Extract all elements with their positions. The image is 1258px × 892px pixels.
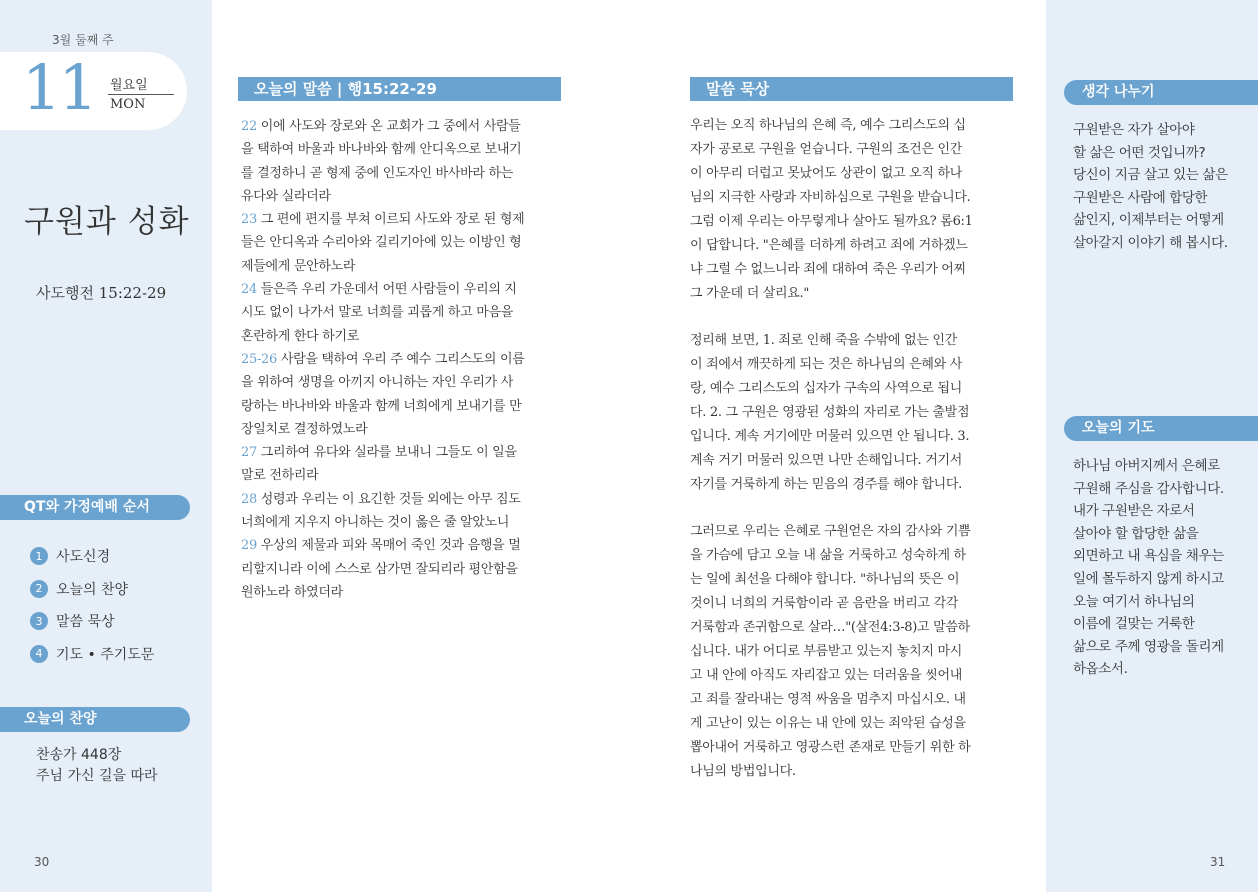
share-line: 구원받은 자가 살아야	[1073, 122, 1195, 138]
meditation-line: 우리는 오직 하나님의 은혜 즉, 예수 그리스도의 십	[690, 118, 966, 133]
verse-number: 28	[241, 491, 257, 507]
verse-text: 유다와 실라더라	[241, 188, 331, 204]
verse-text: 리할지니라 이에 스스로 삼가면 잘되리라 평안함을	[241, 561, 518, 577]
order-item-label: 사도신경	[56, 549, 111, 566]
prayer-line: 오늘 여기서 하나님의	[1073, 593, 1195, 610]
meditation-line: 님의 지극한 사랑과 자비하심으로 구원을 받습니다.	[690, 190, 971, 205]
meditation-line: 다. 2. 그 구원은 영광된 성화의 자리로 가는 출발점	[690, 405, 970, 420]
verse-number: 24	[241, 282, 257, 298]
meditation-line: 이 답합니다. "은혜를 더하게 하려고 죄에 거하겠느	[690, 238, 968, 253]
meditation-line: 그러므로 우리는 은혜로 구원얻은 자의 감사와 기쁨	[690, 524, 971, 539]
order-item	[30, 638, 154, 671]
meditation-line: 정리해 보면, 1. 죄로 인해 죽을 수밖에 없는 인간	[690, 333, 957, 348]
meditation-line: 그럼 이제 우리는 아무렇게나 살아도 될까요? 롬6:1	[690, 214, 973, 229]
meditation-line: 고 죄를 잘라내는 영적 싸움을 멈추지 마십시오. 내	[690, 692, 966, 707]
verse-text: 장일치로 결정하였노라	[241, 421, 368, 437]
prayer-line: 하나님 아버지께서 은혜로	[1073, 458, 1220, 474]
verse-text: 우상의 제물과 피와 목매어 죽인 것과 음행을 멀	[256, 538, 521, 554]
order-number-badge: 2	[30, 580, 48, 598]
verse-text: 들은즉 우리 가운데서 어떤 사람들이 우리의 지	[256, 282, 517, 298]
verse-line	[241, 278, 563, 301]
meditation-line: 입니다. 계속 거기에만 머물러 있으면 안 됩니다. 3.	[690, 429, 970, 444]
page-number-left: 30	[34, 855, 50, 869]
order-number-badge: 4	[30, 645, 48, 663]
verse-line	[241, 395, 563, 418]
verse-line	[241, 255, 563, 278]
verse-text: 그 편에 편지를 부쳐 이르되 사도와 장로 된 형제	[256, 212, 525, 228]
day-number: 11	[22, 51, 95, 124]
verse-line	[241, 581, 563, 604]
meditation-line: 자가 공로로 구원을 얻습니다. 구원의 조건은 인간	[690, 142, 962, 157]
verse-number: 23	[241, 212, 257, 228]
order-item-label: 말씀 묵상	[56, 614, 115, 631]
verse-line	[241, 138, 563, 161]
meditation-paragraph-3	[690, 520, 1016, 784]
verse-text: 사람을 택하여 우리 주 예수 그리스도의 이름	[276, 351, 525, 367]
prayer-header: 오늘의 기도	[1064, 416, 1258, 441]
meditation-line: 자기를 거룩하게 하는 믿음의 경주를 해야 합니다.	[690, 477, 962, 492]
verse-number: 22	[241, 119, 257, 134]
verse-text: 혼란하게 한다 하기로	[241, 328, 359, 344]
verse-number: 27	[241, 445, 257, 461]
meditation-line: 십니다. 내가 어디로 부름받고 있는지 놓치지 마시	[690, 644, 962, 659]
meditation-line: 냐 그럴 수 없느니라 죄에 대하여 죽은 우리가 어찌	[690, 262, 966, 277]
share-header: 생각 나누기	[1064, 80, 1258, 105]
order-item	[30, 573, 154, 606]
share-line: 살아갈지 이야기 해 봅시다.	[1073, 234, 1228, 251]
page-number-right: 31	[1210, 855, 1226, 869]
share-line: 할 삶은 어떤 것입니까?	[1073, 144, 1206, 161]
verse-text: 이에 사도와 장로와 온 교회가 그 중에서 사람들	[256, 119, 521, 134]
week-label: 3월 둘째 주	[52, 33, 114, 47]
verse-line	[241, 511, 563, 534]
order-item	[30, 540, 154, 573]
prayer-line: 삶으로 주께 영광을 돌리게	[1073, 638, 1224, 655]
verse-block	[241, 115, 563, 604]
meditation-paragraph-2	[690, 329, 1016, 497]
prayer-line: 살아야 할 합당한 삶을	[1073, 525, 1199, 542]
word-section-header: 오늘의 말씀 | 행15:22-29	[238, 77, 561, 101]
verse-line	[241, 488, 563, 511]
meditation-line: 랑, 예수 그리스도의 십자가 구속의 사역으로 됩니	[690, 381, 962, 396]
verse-line	[241, 534, 563, 557]
verse-text: 그리하여 유다와 실라를 보내니 그들도 이 일을	[256, 445, 517, 461]
order-list	[30, 540, 154, 670]
meditation-line: 이 죄에서 깨끗하게 되는 것은 하나님의 은혜와 사	[690, 357, 962, 372]
scripture-reference: 사도행전 15:22-29	[36, 284, 167, 302]
verse-line	[241, 558, 563, 581]
verse-text: 를 결정하니 곧 형제 중에 인도자인 바사바라 하는	[241, 165, 513, 181]
prayer-line: 구원해 주심을 감사합니다.	[1073, 480, 1224, 497]
prayer-line: 하옵소서.	[1073, 661, 1128, 678]
verse-text: 시도 없이 나가서 말로 너희를 괴롭게 하고 마음을	[241, 305, 513, 321]
verse-line	[241, 325, 563, 348]
order-number-badge: 3	[30, 612, 48, 630]
page-title: 구원과 성화	[24, 204, 190, 240]
meditation-line: 이 아무리 더럽고 못났어도 상관이 없고 오직 하나	[690, 166, 962, 181]
verse-line	[241, 441, 563, 464]
verse-line	[241, 231, 563, 254]
prayer-line: 이름에 걸맞는 거룩한	[1073, 616, 1195, 633]
meditation-line: 거룩함과 존귀함으로 살라…"(살전4:3-8)고 말씀하	[690, 620, 970, 635]
meditation-line: 그 가운데 더 살리요."	[690, 286, 810, 301]
meditation-paragraph-1	[690, 114, 1016, 306]
verse-text: 을 택하여 바울과 바나바와 함께 안디옥으로 보내기	[241, 142, 522, 158]
verse-line	[241, 348, 563, 371]
date-divider	[108, 94, 174, 95]
verse-number: 25-26	[241, 351, 277, 367]
weekday-korean: 월요일	[110, 78, 148, 93]
meditation-line: 는 일에 최선을 다해야 합니다. "하나님의 뜻은 이	[690, 572, 960, 587]
verse-line	[241, 162, 563, 185]
verse-text: 제들에게 문안하노라	[241, 258, 356, 274]
verse-line	[241, 464, 563, 487]
verse-line	[241, 115, 563, 138]
verse-line	[241, 208, 563, 231]
verse-text: 을 위하여 생명을 아끼지 아니하는 자인 우리가 사	[241, 375, 513, 391]
order-item	[30, 605, 154, 638]
meditation-line: 고 내 안에 아직도 자리잡고 있는 더러움을 씻어내	[690, 668, 962, 683]
meditation-line: 나님의 방법입니다.	[690, 764, 796, 779]
verse-text: 원하노라 하였더라	[241, 584, 343, 600]
meditation-line: 게 고난이 있는 이유는 내 안에 있는 죄악된 습성을	[690, 716, 966, 731]
meditation-line: 것이니 너희의 거룩함이라 곧 음란을 버리고 각각	[690, 596, 959, 611]
order-item-label: 기도 • 주기도문	[56, 646, 155, 663]
verse-text: 랑하는 바나바와 바울과 함께 너희에게 보내기를 만	[241, 398, 522, 414]
meditation-line: 을 가슴에 담고 오늘 내 삶을 거룩하고 성숙하게 하	[690, 548, 966, 563]
prayer-line: 일에 몰두하지 않게 하시고	[1073, 570, 1224, 587]
meditation-line: 계속 거기 머물러 있으면 나만 손해입니다. 거기서	[690, 453, 962, 468]
order-header: QT와 가정예배 순서	[0, 495, 190, 520]
share-line: 당신이 지금 살고 있는 삶은	[1073, 167, 1228, 184]
prayer-text	[1073, 455, 1243, 681]
meditation-line: 뽑아내어 거룩하고 영광스런 존재로 만들기 위한 하	[690, 740, 971, 755]
verse-line	[241, 185, 563, 208]
verse-line	[241, 301, 563, 324]
verse-number: 29	[241, 538, 257, 554]
share-line: 구원받은 사람에 합당한	[1073, 189, 1208, 206]
verse-text: 말로 전하리라	[241, 468, 319, 484]
prayer-line: 내가 구원받은 자로서	[1073, 503, 1195, 520]
hymn-number: 찬송가 448장	[36, 747, 122, 763]
share-line: 삶인지, 이제부터는 어떻게	[1073, 212, 1224, 229]
weekday-english: MON	[110, 97, 146, 112]
verse-line	[241, 418, 563, 441]
hymn-header: 오늘의 찬양	[0, 707, 190, 732]
hymn-title: 주님 가신 길을 따라	[36, 768, 158, 784]
verse-text: 성령과 우리는 이 요긴한 것들 외에는 아무 짐도	[256, 491, 521, 507]
verse-line	[241, 371, 563, 394]
prayer-line: 외면하고 내 욕심을 채우는	[1073, 548, 1224, 565]
order-item-label: 오늘의 찬양	[56, 581, 129, 598]
verse-text: 너희에게 지우지 아니하는 것이 옳은 줄 알았노니	[241, 515, 510, 531]
share-text	[1073, 119, 1243, 255]
order-number-badge: 1	[30, 547, 48, 565]
meditation-section-header: 말씀 묵상	[690, 77, 1013, 101]
verse-text: 들은 안디옥과 수리아와 길리기아에 있는 이방인 형	[241, 235, 522, 251]
